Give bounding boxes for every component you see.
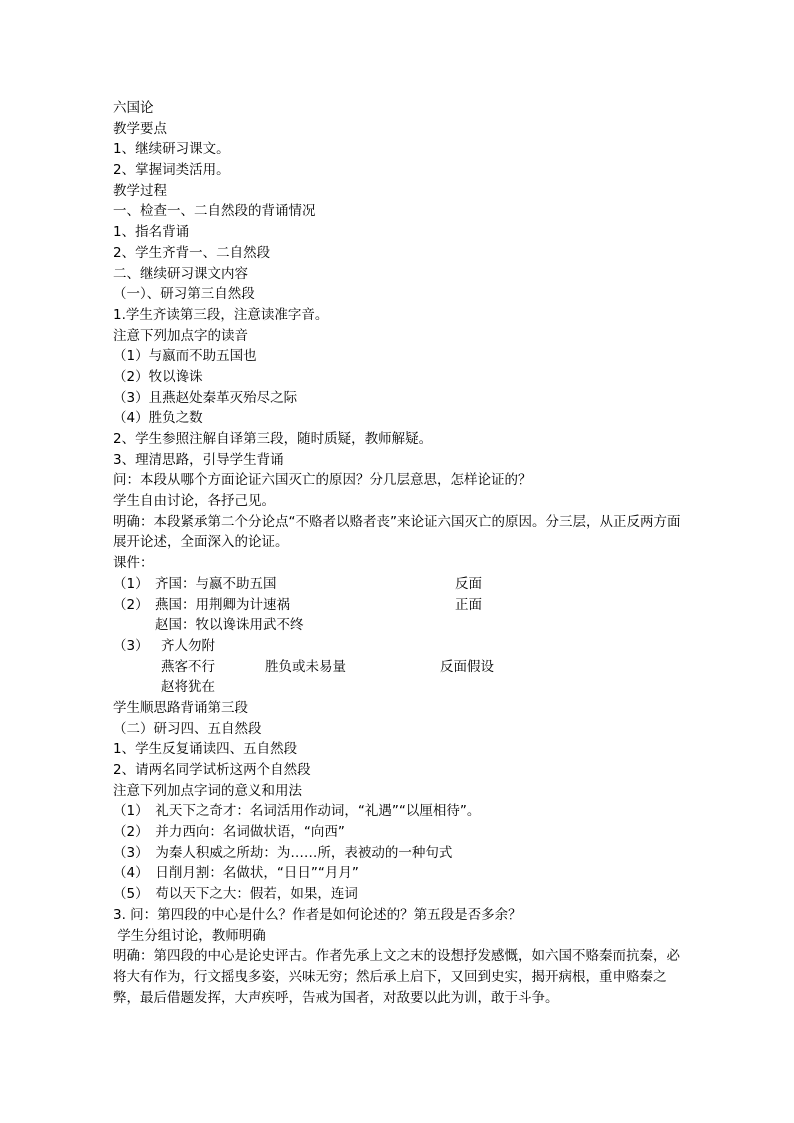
subsection-1-item-3: 3、理清思路，引导学生背诵: [113, 451, 284, 468]
pronunciation-item-4: （4）胜负之数: [113, 410, 203, 427]
word-usage-item-2: （2） 并力西向：名词做状语，“向西”: [113, 824, 345, 841]
pronunciation-note: 注意下列加点字的读音: [113, 327, 248, 344]
courseware-row-2-number: （2）: [113, 596, 149, 613]
word-usage-item-4: （4） 日削月割：名做状，“日日”“月月”: [113, 865, 359, 882]
subsection-2-item-2: 2、请两名同学试析这两个自然段: [113, 762, 311, 779]
courseware-row-1: [113, 574, 693, 595]
courseware-row-3b-middle: 胜负或未易量: [265, 658, 346, 675]
answer-2: 明确：第四段的中心是论史评古。作者先承上文之末的设想抒发感慨，如六国不赂秦而抗秦，必将大有作为，行文摇曳多姿，兴味无穷；然后承上启下，又回到史实，揭开病根，重申赂秦之弊，最后借题发挥，大声疾呼，告戒为国者，对敌要以此为训，敢于斗争。: [113, 948, 680, 1006]
section-1-item-1: 1、指名背诵: [113, 224, 190, 241]
subsection-1-item-1: 1.学生齐读第三段，注意读准字音。: [113, 306, 329, 323]
courseware-row-3c: [113, 677, 693, 698]
subsection-2-title: （二）研习四、五自然段: [113, 720, 262, 737]
courseware-row-3c-text: 赵将犹在: [161, 679, 215, 696]
discussion-1: 学生自由讨论，各抒己见。: [113, 493, 275, 510]
document-body: [113, 98, 693, 1008]
pronunciation-item-2: （2）牧以谗诛: [113, 368, 203, 385]
courseware-row-3b-tag: 反面假设: [440, 658, 494, 675]
question-2: 3. 问：第四段的中心是什么？作者是如何论述的？第五段是否多余？: [113, 906, 522, 923]
discussion-2: 学生分组讨论，教师明确: [113, 927, 266, 944]
courseware-row-3: [113, 636, 693, 657]
courseware-row-3-text: 齐人勿附: [161, 637, 215, 654]
courseware-row-2-tag: 正面: [455, 596, 482, 613]
pronunciation-item-3: （3）且燕赵处秦革灭殆尽之际: [113, 389, 298, 406]
courseware-row-2-text: 燕国：用荆卿为计速祸: [155, 596, 290, 613]
word-usage-item-5: （5） 苟以天下之大：假若，如果，连词: [113, 886, 358, 903]
subsection-1-item-2: 2、学生参照注解自译第三段，随时质疑，教师解疑。: [113, 431, 433, 447]
courseware-row-3-number: （3）: [113, 637, 149, 654]
courseware-label: 课件：: [113, 555, 154, 572]
subsection-1-title: （一）、研习第三自然段: [113, 286, 255, 303]
courseware-row-3b: [113, 657, 693, 678]
pronunciation-item-1: （1）与嬴而不助五国也: [113, 348, 257, 365]
subsection-2-item-1: 1、学生反复诵读四、五自然段: [113, 741, 298, 758]
courseware-row-2: [113, 595, 693, 616]
word-usage-note: 注意下列加点字词的意义和用法: [113, 782, 302, 799]
courseware-row-1-text: 齐国：与嬴不助五国: [155, 575, 277, 592]
document-title: 六国论: [113, 100, 154, 116]
recite-paragraph-3: 学生顺思路背诵第三段: [113, 699, 248, 716]
teaching-point-1: 1、继续研习课文。: [113, 141, 230, 158]
section-1-title: 一、检查一、二自然段的背诵情况: [113, 203, 316, 220]
answer-1: 明确：本段紧承第二个分论点“不赂者以赂者丧”来论证六国灭亡的原因。分三层，从正反两方面展开论述，全面深入的论证。: [113, 513, 681, 551]
courseware-row-2b: [113, 615, 693, 636]
courseware-row-1-tag: 反面: [455, 575, 482, 592]
section-1-item-2: 2、学生齐背一、二自然段: [113, 244, 271, 261]
heading-teaching-points: 教学要点: [113, 120, 167, 137]
question-1: 问：本段从哪个方面论证六国灭亡的原因？分几层意思，怎样论证的？: [113, 472, 532, 489]
heading-teaching-process: 教学过程: [113, 182, 167, 199]
teaching-point-2: 2、掌握词类活用。: [113, 162, 230, 179]
word-usage-item-1: （1） 礼天下之奇才：名词活用作动词，“礼遇”“以厘相待”。: [113, 803, 481, 820]
word-usage-item-3: （3） 为秦人积威之所劫：为……所，表被动的一种句式: [113, 844, 453, 861]
section-2-title: 二、继续研习课文内容: [113, 265, 248, 282]
courseware-row-3b-text: 燕客不行: [161, 658, 215, 675]
courseware-row-2b-text: 赵国：牧以谗诛用武不终: [155, 617, 304, 634]
courseware-row-1-number: （1）: [113, 575, 149, 592]
